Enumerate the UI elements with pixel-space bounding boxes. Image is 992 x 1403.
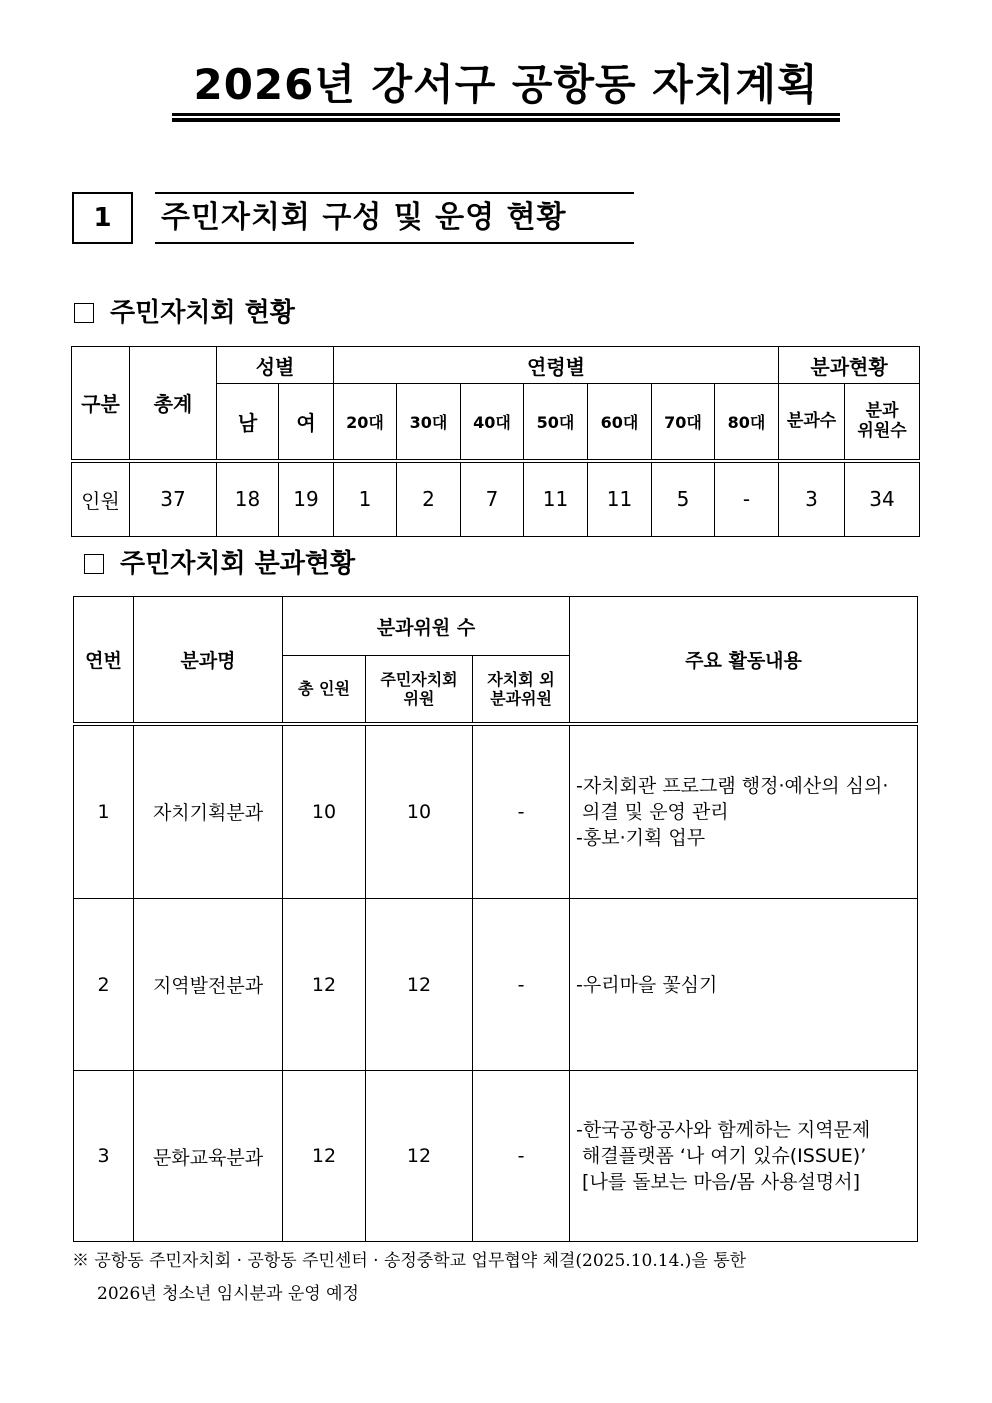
header-age: 연령별 bbox=[334, 347, 779, 384]
cell-sub-members: 34 bbox=[845, 461, 920, 537]
table-row bbox=[72, 461, 920, 537]
cell-sub-count: 3 bbox=[779, 461, 845, 537]
header-sub-count: 분과수 bbox=[779, 384, 845, 461]
cell-no: 1 bbox=[74, 724, 134, 899]
cell-age-70: 5 bbox=[652, 461, 715, 537]
row-label: 인원 bbox=[72, 461, 130, 537]
table-row bbox=[74, 899, 918, 1071]
header-outside-members bbox=[473, 656, 570, 724]
cell-name: 지역발전분과 bbox=[134, 899, 283, 1071]
cell-outside: - bbox=[473, 899, 570, 1071]
header-age-50: 50대 bbox=[524, 384, 588, 461]
activity-line: -한국공항공사와 함께하는 지역문제 bbox=[576, 1119, 871, 1141]
header-age-80: 80대 bbox=[715, 384, 779, 461]
header-age-40: 40대 bbox=[461, 384, 524, 461]
document-title: 2026년 강서구 공항동 자치계획 bbox=[193, 60, 819, 109]
cell-name: 문화교육분과 bbox=[134, 1071, 283, 1242]
header-outside-line2: 분과위원 bbox=[490, 688, 552, 708]
status-table bbox=[71, 346, 920, 537]
table-row bbox=[74, 724, 918, 899]
header-sub-members-line2: 위원수 bbox=[857, 421, 907, 442]
footnote bbox=[72, 1245, 746, 1311]
cell-age-60: 11 bbox=[588, 461, 652, 537]
cell-total: 12 bbox=[283, 899, 366, 1071]
header-members: 분과위원 수 bbox=[283, 597, 570, 656]
cell-age-80: - bbox=[715, 461, 779, 537]
subcommittee-table bbox=[73, 596, 918, 1242]
cell-council: 10 bbox=[366, 724, 473, 899]
header-council-line1: 주민자치회 bbox=[380, 669, 458, 689]
cell-female: 19 bbox=[279, 461, 334, 537]
square-bullet-icon bbox=[84, 554, 104, 574]
header-activities: 주요 활동내용 bbox=[570, 597, 918, 724]
cell-outside: - bbox=[473, 1071, 570, 1242]
cell-no: 3 bbox=[74, 1071, 134, 1242]
header-category: 구분 bbox=[72, 347, 130, 461]
header-name: 분과명 bbox=[134, 597, 283, 724]
activity-line: -홍보·기획 업무 bbox=[576, 826, 706, 849]
footnote-line2: 2026년 청소년 임시분과 운영 예정 bbox=[97, 1284, 359, 1304]
cell-activities bbox=[570, 899, 918, 1071]
status-heading-label: 주민자치회 현황 bbox=[110, 298, 295, 328]
section-title: 주민자치회 구성 및 운영 현황 bbox=[155, 192, 634, 244]
cell-no: 2 bbox=[74, 899, 134, 1071]
subcommittee-heading-label: 주민자치회 분과현황 bbox=[120, 549, 356, 579]
header-age-70: 70대 bbox=[652, 384, 715, 461]
cell-age-50: 11 bbox=[524, 461, 588, 537]
cell-total: 10 bbox=[283, 724, 366, 899]
header-council-members bbox=[366, 656, 473, 724]
header-council-line2: 위원 bbox=[403, 688, 435, 708]
header-sub-members-line1: 분과 bbox=[865, 401, 899, 422]
activity-line: -우리마을 꽃심기 bbox=[576, 973, 718, 996]
header-age-30: 30대 bbox=[397, 384, 461, 461]
activity-line: 의결 및 운영 관리 bbox=[576, 800, 729, 823]
cell-activities bbox=[570, 1071, 918, 1242]
cell-male: 18 bbox=[217, 461, 279, 537]
activity-line: [나를 돌보는 마음/몸 사용설명서] bbox=[576, 1171, 861, 1193]
status-heading bbox=[74, 297, 295, 329]
title-underline-thick bbox=[172, 118, 840, 122]
footnote-line1: ※ 공항동 주민자치회 · 공항동 주민센터 · 송정중학교 업무협약 체결(2025.10.14.)을 통한 bbox=[72, 1251, 747, 1271]
activity-line: -자치회관 프로그램 행정·예산의 심의· bbox=[576, 774, 889, 797]
square-bullet-icon bbox=[74, 303, 94, 323]
cell-age-40: 7 bbox=[461, 461, 524, 537]
header-male: 남 bbox=[217, 384, 279, 461]
header-female: 여 bbox=[279, 384, 334, 461]
cell-council: 12 bbox=[366, 1071, 473, 1242]
cell-activities bbox=[570, 724, 918, 899]
section-number: 1 bbox=[72, 192, 133, 244]
header-total-members: 총 인원 bbox=[283, 656, 366, 724]
activity-line: 해결플랫폼 ‘나 여기 있슈(ISSUE)’ bbox=[576, 1145, 867, 1167]
cell-total: 37 bbox=[130, 461, 217, 537]
cell-outside: - bbox=[473, 724, 570, 899]
header-age-20: 20대 bbox=[334, 384, 397, 461]
title-underline bbox=[172, 113, 840, 116]
header-gender: 성별 bbox=[217, 347, 334, 384]
subcommittee-heading bbox=[84, 548, 355, 580]
cell-council: 12 bbox=[366, 899, 473, 1071]
cell-age-30: 2 bbox=[397, 461, 461, 537]
header-total: 총계 bbox=[130, 347, 217, 461]
header-subcommittee: 분과현황 bbox=[779, 347, 920, 384]
table-row bbox=[74, 1071, 918, 1242]
header-outside-line1: 자치회 외 bbox=[487, 669, 555, 689]
cell-total: 12 bbox=[283, 1071, 366, 1242]
header-no: 연번 bbox=[74, 597, 134, 724]
cell-age-20: 1 bbox=[334, 461, 397, 537]
header-sub-members bbox=[845, 384, 920, 461]
cell-name: 자치기획분과 bbox=[134, 724, 283, 899]
header-age-60: 60대 bbox=[588, 384, 652, 461]
